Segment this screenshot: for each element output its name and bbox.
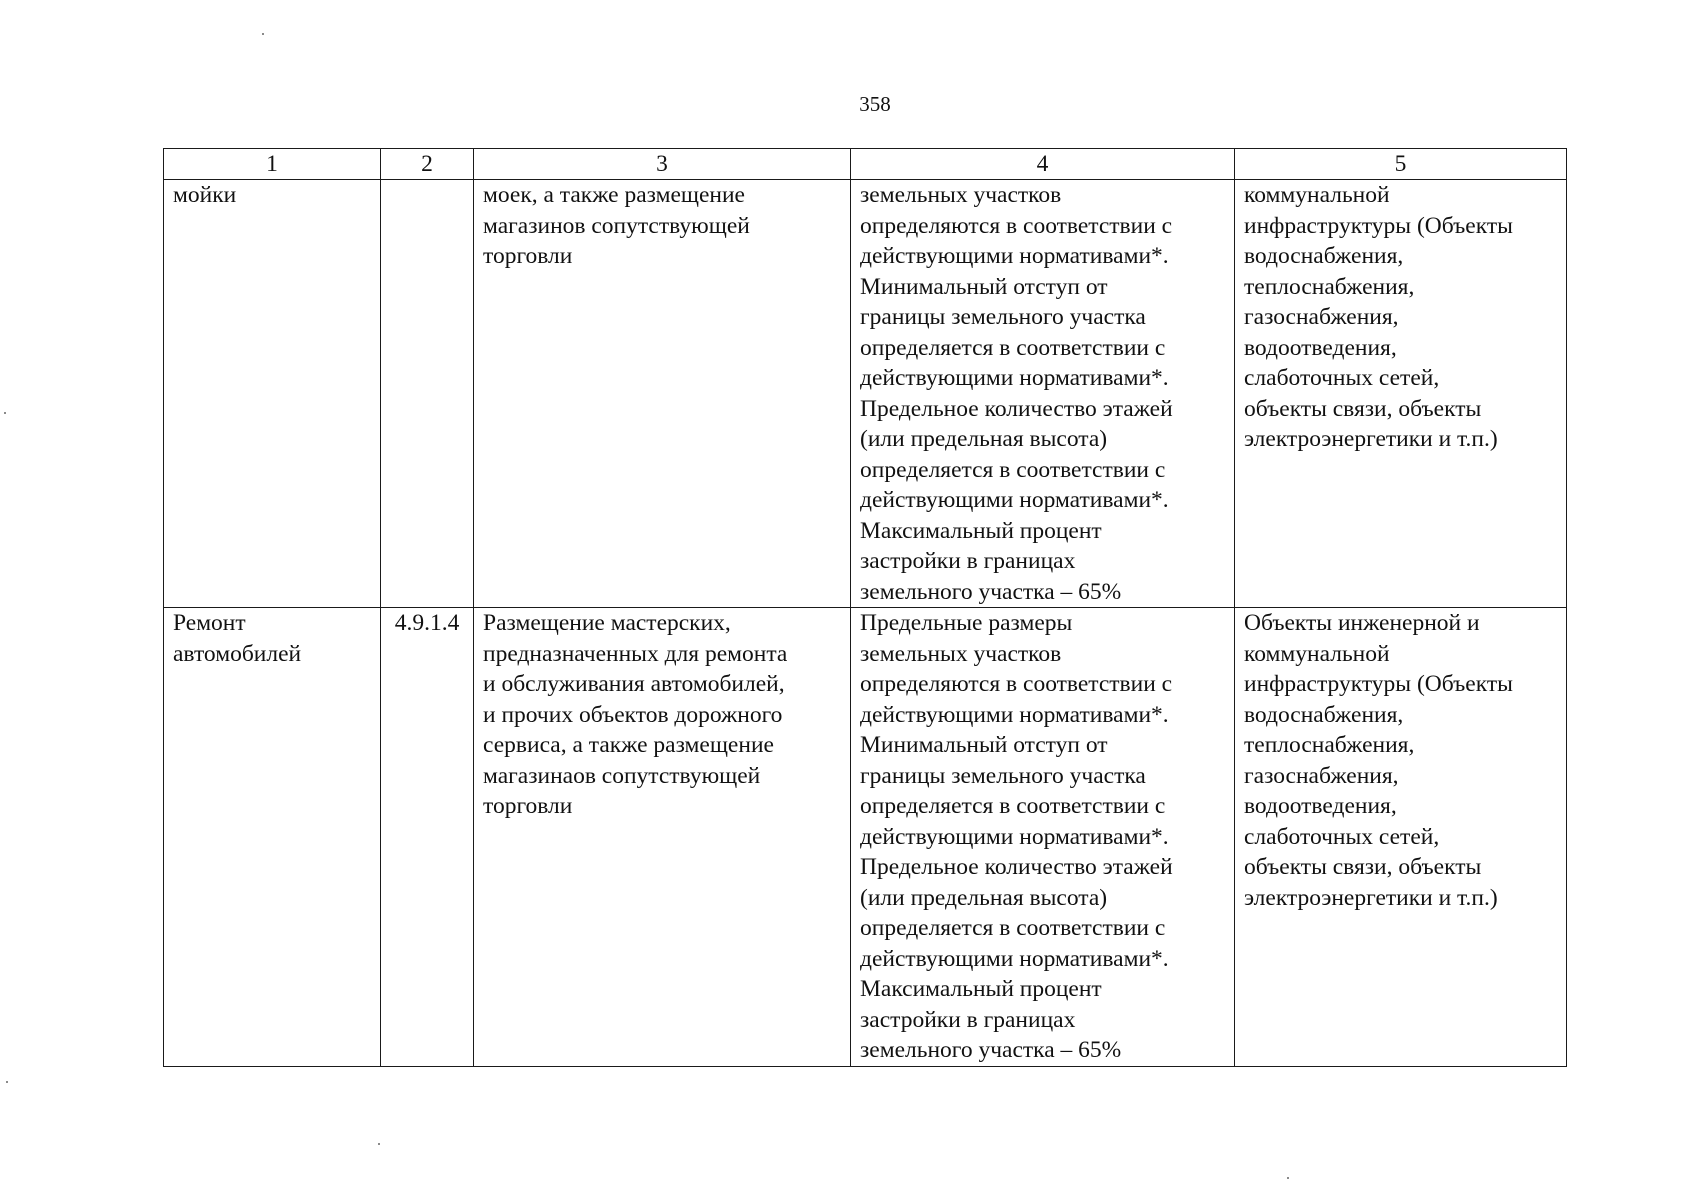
- column-header-3: 3: [474, 149, 851, 180]
- scan-speck: [1287, 1177, 1289, 1179]
- use-type-name: Ремонт автомобилей: [173, 610, 302, 667]
- scan-speck: [6, 1081, 8, 1083]
- use-type-code-cell: [381, 180, 474, 608]
- parameters-cell: [851, 608, 1235, 1067]
- parameters-cell: [851, 180, 1235, 608]
- use-type-name-cell: [164, 180, 381, 608]
- scan-speck: [378, 1143, 380, 1145]
- use-type-name-cell: [164, 608, 381, 1067]
- infrastructure-cell: [1235, 608, 1567, 1067]
- column-header-1: 1: [164, 149, 381, 180]
- parameters-text: земельных участков определяются в соответствии с действующими нормативами*. Минимальный отступ от границы земельного участка определяется в соответствии с действующими нормативами*. Предельное количество этажей (или предельная высота) определяется в соответствии с действующими нормативами*. Максимальный процент застройки в границах земельного участка – 65%: [860, 182, 1173, 605]
- use-type-description-cell: [474, 608, 851, 1067]
- table-row: [164, 180, 1567, 608]
- table-row: [164, 608, 1567, 1067]
- column-header-4: 4: [851, 149, 1235, 180]
- use-type-description: Размещение мастерских, предназначенных для ремонта и обслуживания автомобилей, и прочих объектов дорожного сервиса, а также размещение магазинаов сопутствующей торговли: [483, 610, 788, 819]
- parameters-text: Предельные размеры земельных участков определяются в соответствии с действующими нормативами*. Минимальный отступ от границы земельного участка определяется в соответствии с действующими нормативами*. Предельное количество этажей (или предельная высота) определяется в соответствии с действующими нормативами*. Максимальный процент застройки в границах земельного участка – 65%: [860, 610, 1173, 1063]
- infrastructure-text: коммунальной инфраструктуры (Объекты водоснабжения, теплоснабжения, газоснабжения, водоотведения, слаботочных сетей, объекты связи, объекты электроэнергетики и т.п.): [1244, 182, 1513, 452]
- use-type-description: моек, а также размещение магазинов сопутствующей торговли: [483, 182, 750, 269]
- infrastructure-cell: [1235, 180, 1567, 608]
- table-header-row: [164, 149, 1567, 180]
- scan-speck: [4, 412, 6, 414]
- column-header-2: 2: [381, 149, 474, 180]
- page-number: 358: [859, 92, 891, 116]
- use-type-code: 4.9.1.4: [394, 610, 460, 636]
- use-type-code-cell: [381, 608, 474, 1067]
- land-use-table: [163, 148, 1567, 1067]
- use-type-name: мойки: [173, 182, 237, 208]
- use-type-description-cell: [474, 180, 851, 608]
- column-header-5: 5: [1235, 149, 1567, 180]
- scan-speck: [262, 33, 264, 35]
- infrastructure-text: Объекты инженерной и коммунальной инфраструктуры (Объекты водоснабжения, теплоснабжения, газоснабжения, водоотведения, слаботочных сетей, объекты связи, объекты электроэнергетики и т.п.): [1244, 610, 1513, 911]
